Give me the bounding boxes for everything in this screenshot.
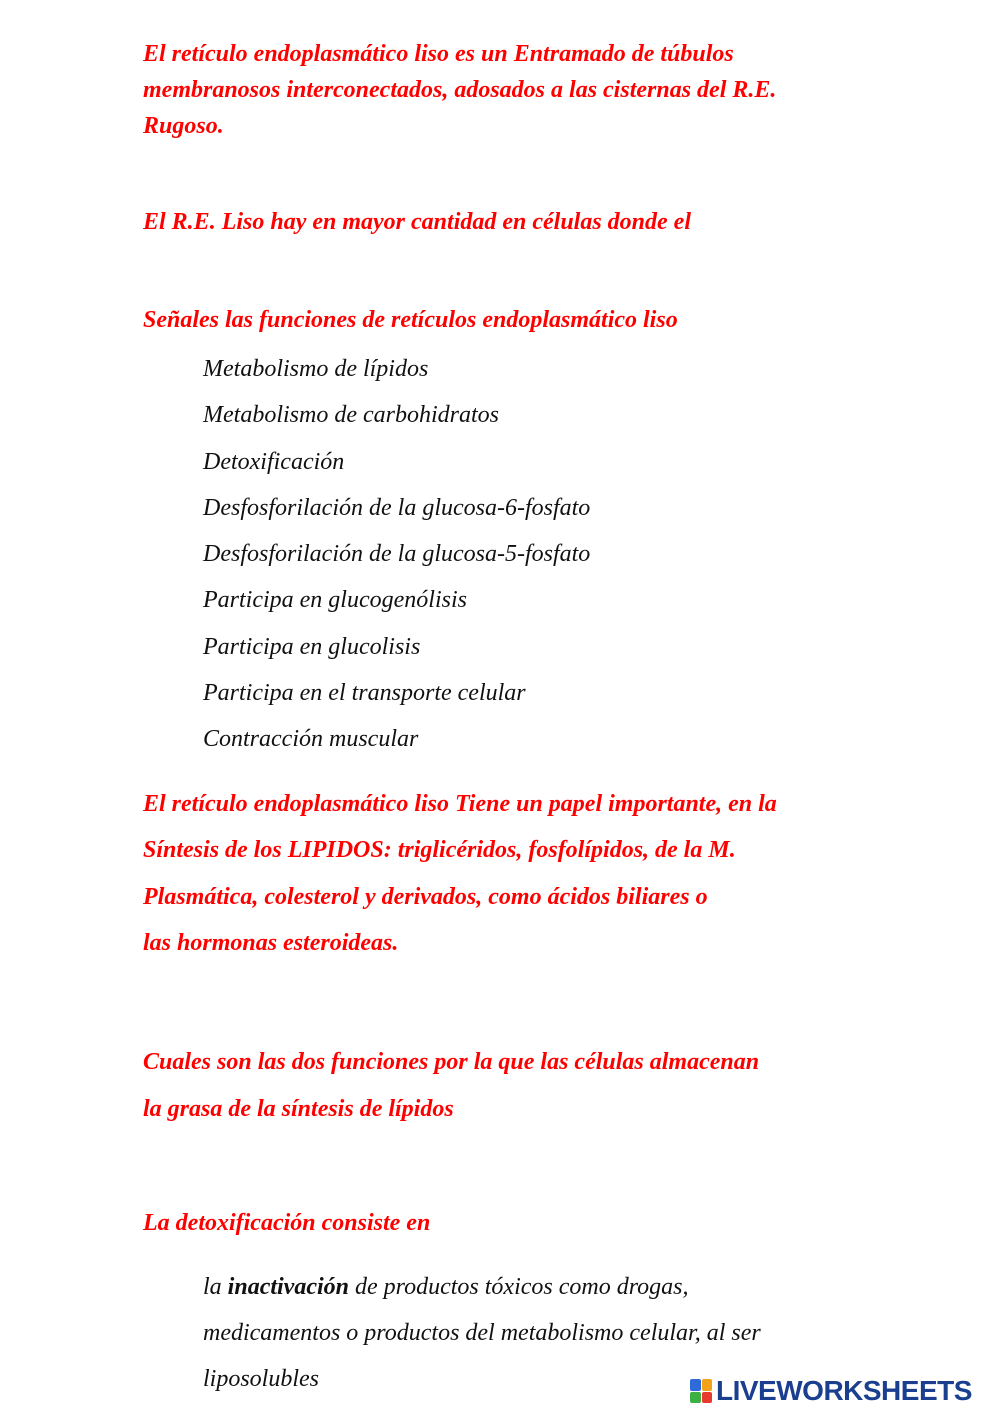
text-run: de productos tóxicos como drogas, <box>349 1274 689 1300</box>
paragraph-line: Rugoso. <box>143 113 224 139</box>
list-item: Participa en glucolisis <box>203 633 421 660</box>
liveworksheets-watermark <box>690 1374 972 1408</box>
question-detox: La detoxificación consiste en <box>143 1210 431 1236</box>
paragraph-line: membranosos interconectados, adosados a las cisternas del R.E. <box>143 77 777 103</box>
question-functions: Señales las funciones de retículos endoplasmático liso <box>143 307 678 333</box>
logo-tile <box>702 1392 713 1404</box>
paragraph-line: liposolubles <box>203 1366 320 1392</box>
list-item: Participa en glucogenólisis <box>203 587 467 614</box>
logo-tile <box>690 1379 701 1391</box>
list-item: Metabolismo de carbohidratos <box>203 402 499 429</box>
watermark-text: LIVEWORKSHEETS <box>716 1375 972 1406</box>
paragraph-line: la grasa de la síntesis de lípidos <box>143 1096 454 1122</box>
text-run: la <box>203 1274 228 1300</box>
list-item: Desfosforilación de la glucosa-5-fosfato <box>203 541 591 568</box>
paragraph-line <box>203 1264 761 1310</box>
paragraph-line: Plasmática, colesterol y derivados, como ácidos biliares o <box>143 883 708 910</box>
logo-tile <box>702 1379 713 1391</box>
detox-answer <box>203 1264 761 1402</box>
question-fat-storage <box>143 1039 759 1133</box>
paragraph-line: las hormonas esteroideas. <box>143 929 399 956</box>
paragraph-line: El retículo endoplasmático liso Tiene un papel importante, en la <box>143 791 777 817</box>
list-item: Metabolismo de lípidos <box>203 356 429 382</box>
list-item: Contracción muscular <box>203 726 419 753</box>
list-item: Detoxificación <box>203 448 345 475</box>
liveworksheets-logo-icon <box>690 1379 712 1403</box>
paragraph-line: Síntesis de los LIPIDOS: triglicéridos, fosfolípidos, de la M. <box>143 837 736 864</box>
paragraph-line: medicamentos o productos del metabolismo celular, al ser <box>203 1320 761 1346</box>
logo-tile <box>690 1392 701 1404</box>
paragraph-line: El retículo endoplasmático liso es un Entramado de túbulos <box>143 41 734 67</box>
functions-list <box>203 349 590 766</box>
list-item: Participa en el transporte celular <box>203 680 526 707</box>
bold-term-inactivacion: inactivación <box>227 1274 349 1300</box>
list-item: Desfosforilación de la glucosa-6-fosfato <box>203 494 591 521</box>
paragraph-line: Cuales son las dos funciones por la que las células almacenan <box>143 1049 760 1075</box>
paragraph-intro <box>143 36 776 144</box>
question-cells: El R.E. Liso hay en mayor cantidad en células donde el <box>143 209 692 235</box>
paragraph-lipids <box>143 781 777 966</box>
